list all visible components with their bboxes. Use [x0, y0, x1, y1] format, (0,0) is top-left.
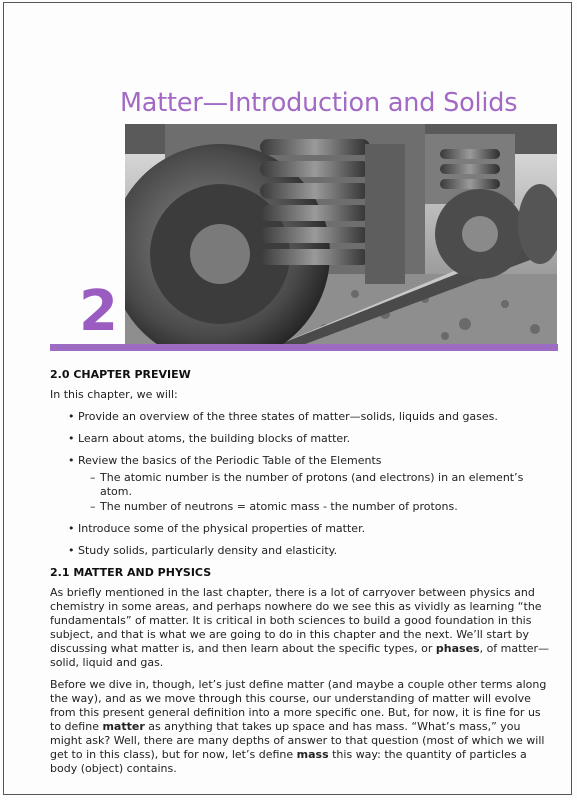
paragraph-text: As briefly mentioned in the last chapter, there is a lot of carryover between physics and chemistry in some areas, and perhaps nowhere do we see this as vividly as learning “the fundamentals” of matter. It is critical in both sciences to build a good foundation in this subject, and that is what we are going to do in this chapter and the next. We’ll start by discussing what matter is, and then learn about the specific types, or — [50, 586, 542, 655]
bold-term: mass — [296, 748, 329, 761]
preview-intro: In this chapter, we will: — [50, 388, 178, 401]
chapter-title: Matter—Introduction and Solids — [120, 88, 518, 118]
list-item: • Learn about atoms, the building blocks of matter. — [68, 432, 550, 446]
paragraph-text: , of matter—solid, liquid and gas. — [50, 642, 550, 669]
bold-term: matter — [102, 720, 145, 733]
list-item: • Study solids, particularly density and elasticity. — [68, 544, 550, 558]
sub-list-item: – The number of neutrons = atomic mass - the number of protons. — [90, 500, 550, 514]
list-item-text: Review the basics of the Periodic Table of the Elements — [78, 454, 382, 467]
paragraph — [50, 678, 550, 776]
section-heading-preview: 2.0 CHAPTER PREVIEW — [50, 368, 191, 381]
section-heading-matter-physics: 2.1 MATTER AND PHYSICS — [50, 566, 212, 579]
paragraph-text: Before we dive in, though, let’s just define matter (and maybe a couple other terms along the way), and as we move through this course, our understanding of matter will evolve from this present general definition into a more specific one. But, for now, it is fine for us to define — [50, 678, 547, 733]
content-body — [50, 368, 550, 784]
sub-list — [78, 471, 550, 514]
sub-list-item: – The atomic number is the number of protons (and electrons) in an element’s atom. — [90, 471, 550, 499]
hero-photo — [125, 124, 557, 346]
list-item: • Provide an overview of the three states of matter—solids, liquids and gases. — [68, 410, 550, 424]
list-item — [68, 454, 550, 514]
preview-list — [50, 410, 550, 558]
list-item: • Introduce some of the physical properties of matter. — [68, 522, 550, 536]
paragraph — [50, 586, 550, 670]
train-wheel-photo-icon — [125, 124, 557, 346]
chapter-divider — [50, 344, 558, 351]
paragraph-text: as anything that takes up space and has mass. “What’s mass,” you might ask? Well, there are many depths of answer to that question (most of which we will get to in this class), but for now, let’s define — [50, 720, 545, 761]
paragraph-text: this way: the quantity of particles a body (object) contains. — [50, 748, 527, 775]
bold-term: phases — [435, 642, 480, 655]
chapter-number: 2 — [79, 279, 118, 344]
